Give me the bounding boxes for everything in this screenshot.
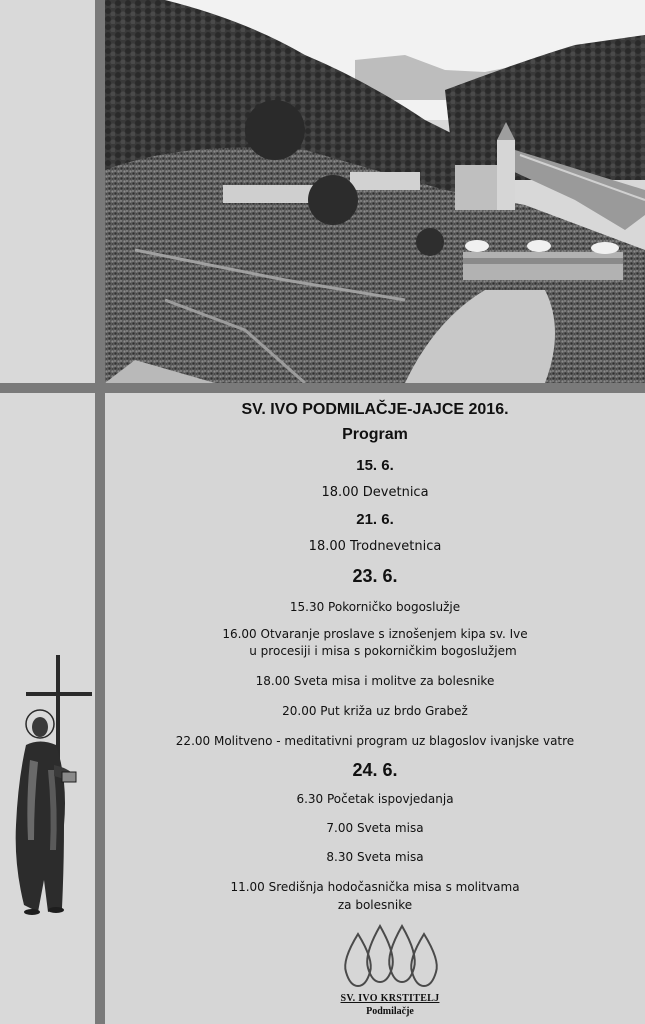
program-title: SV. IVO PODMILAČJE-JAJCE 2016. [241,401,509,418]
logo-name: SV. IVO KRSTITELJ [340,993,440,1004]
program-subtitle: Program [342,426,408,443]
date-heading: 21. 6. [356,511,394,528]
event-line: 18.00 Trodnevetnica [308,539,442,554]
event-line: 16.00 Otvaranje proslave s iznošenjem kipa sv. Ive [222,627,528,641]
event-line: 18.00 Devetnica [321,485,429,500]
event-line-continued: u procesiji i misa s pokorničkim bogoslužjem [249,644,517,658]
event-line: 15.30 Pokorničko bogoslužje [289,600,461,614]
logo-place: Podmilačje [366,1006,414,1017]
vertical-bar [95,0,105,1024]
event-line-continued: za bolesnike [337,898,413,912]
event-line: 11.00 Središnja hodočasnička misa s molitvama [230,880,520,894]
date-heading: 23. 6. [352,566,398,586]
horizontal-bar [0,383,645,393]
event-line: 22.00 Molitveno - meditativni program uz blagoslov ivanjske vatre [175,734,575,748]
event-line: 6.30 Početak ispovjedanja [296,792,454,806]
event-line: 20.00 Put križa uz brdo Grabež [282,704,468,718]
date-heading: 15. 6. [356,457,394,474]
date-heading: 24. 6. [352,760,398,780]
logo-flames-icon [338,920,444,990]
saint-john-figure [4,650,96,920]
event-line: 18.00 Sveta misa i molitve za bolesnike [255,674,495,688]
event-line: 8.30 Sveta misa [326,850,424,864]
event-line: 7.00 Sveta misa [326,821,424,835]
aerial-photo [105,0,645,383]
